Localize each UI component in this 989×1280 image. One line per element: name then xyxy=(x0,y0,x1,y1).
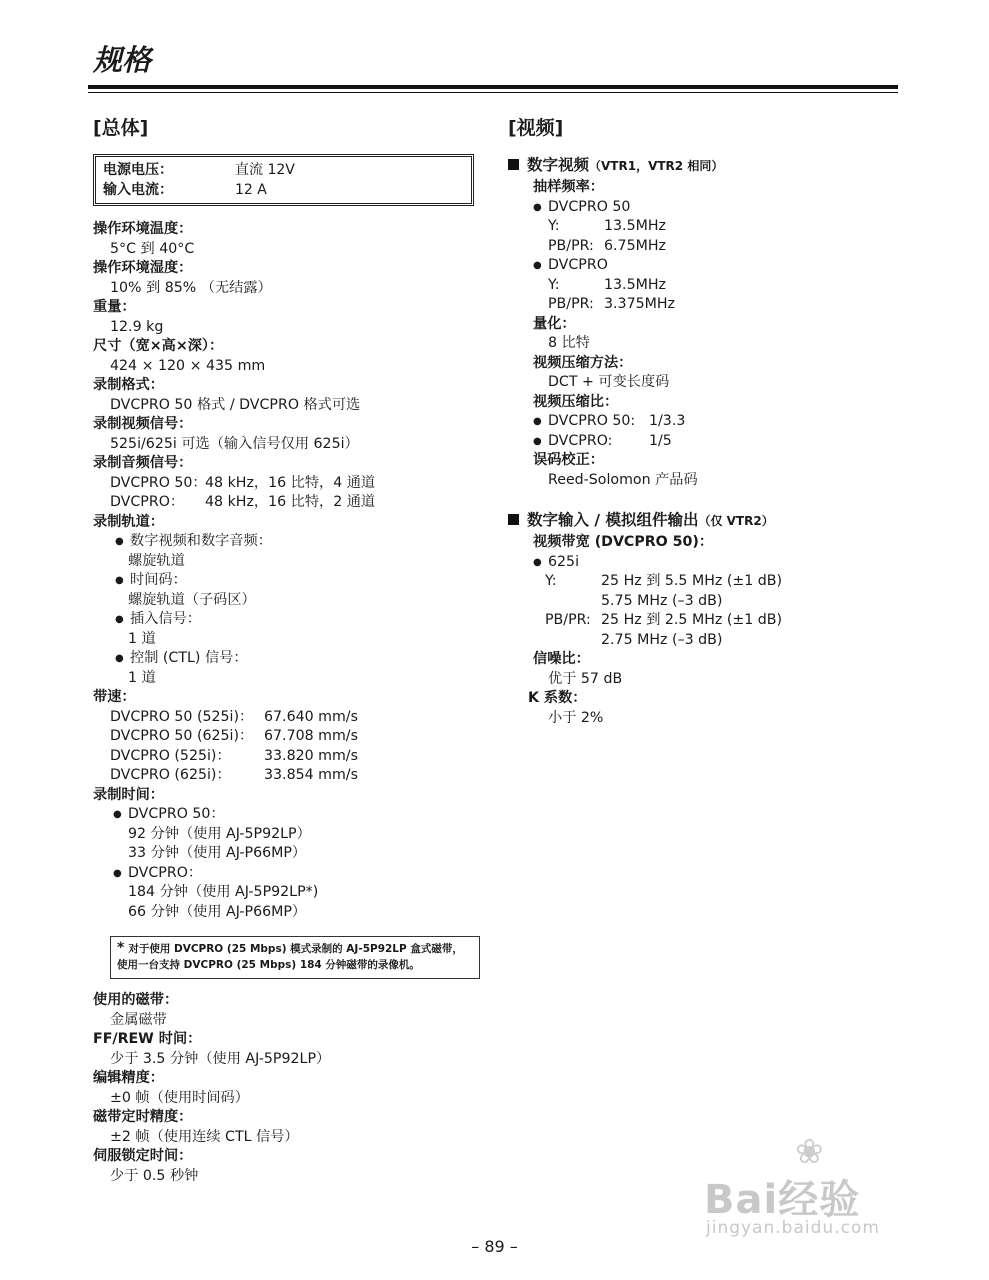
spec-label: 使用的磁带： xyxy=(93,992,179,1008)
tape-speed-format: DVCPRO 50 (525i)： xyxy=(110,708,254,725)
track-value: 1 道 xyxy=(128,669,156,686)
track-item xyxy=(93,532,488,552)
comp-method-label: 视频压缩方法： xyxy=(533,354,633,371)
spec-value: ±2 帧（使用连续 CTL 信号） xyxy=(110,1128,299,1145)
sampling-format xyxy=(508,198,903,218)
title-rule xyxy=(88,85,898,89)
rec-time-value: 92 分钟（使用 AJ-5P92LP） xyxy=(128,825,311,842)
bullet-icon: ● xyxy=(533,435,542,447)
spec-value: 金属磁带 xyxy=(110,1011,167,1028)
bandwidth-label: 视频带宽 (DVCPRO 50)： xyxy=(533,534,714,550)
tape-speed-value: 33.820 mm/s xyxy=(264,747,358,764)
general-specs-2 xyxy=(93,991,488,1186)
input-current-label: 输入电流： xyxy=(103,182,173,198)
snr-value: 优于 57 dB xyxy=(548,670,623,687)
sampling-key: Y: xyxy=(548,276,560,293)
sampling-row xyxy=(508,276,903,296)
spec-value: 少于 3.5 分钟（使用 AJ-5P92LP） xyxy=(110,1050,331,1067)
sampling-key: PB/PR: xyxy=(548,237,594,254)
comp-ratio-label: 视频压缩比： xyxy=(533,393,619,410)
tape-speed-row xyxy=(93,708,488,728)
bullet-icon: ● xyxy=(533,416,542,427)
spec-label: 磁带定时精度： xyxy=(93,1109,193,1125)
sampling-value: 3.375MHz xyxy=(604,296,675,312)
power-voltage-value: 直流 12V xyxy=(235,162,295,178)
audio-spec: 48 kHz，16 比特，2 通道 xyxy=(205,494,376,510)
rec-time-value: 184 分钟（使用 AJ-5P92LP*) xyxy=(128,884,319,900)
track-item xyxy=(93,649,488,669)
spec-label: 操作环境湿度： xyxy=(93,260,193,276)
tape-speed-format: DVCPRO 50 (625i)： xyxy=(110,728,254,744)
bullet-icon: ● xyxy=(113,809,122,820)
quant-label: 量化： xyxy=(533,315,576,332)
track-value: 螺旋轨道 xyxy=(128,552,185,569)
sampling-key: Y: xyxy=(548,218,560,234)
watermark-url: jingyan.baidu.com xyxy=(706,1218,880,1238)
k-factor-label: K 系数： xyxy=(528,690,587,706)
digital-video-title-note: （VTR1，VTR2 相同） xyxy=(589,159,724,173)
tape-speed-row xyxy=(93,727,488,747)
input-current-value: 12 A xyxy=(235,182,267,198)
bandwidth-value: 25 Hz 到 2.5 MHz (±1 dB) xyxy=(601,612,783,628)
bandwidth-format xyxy=(508,553,903,573)
sampling-format-name: DVCPRO xyxy=(548,257,608,273)
analog-output-specs xyxy=(508,533,903,728)
tape-speed-value: 67.640 mm/s xyxy=(264,708,358,725)
sampling-value: 6.75MHz xyxy=(604,237,666,254)
audio-row xyxy=(93,493,488,513)
bullet-icon: ● xyxy=(115,653,124,664)
bullet-icon: ● xyxy=(115,575,124,586)
comp-method-value: DCT + 可变长度码 xyxy=(548,374,670,390)
page-number: – 89 – xyxy=(471,1237,518,1256)
k-factor-value: 小于 2% xyxy=(548,709,604,726)
comp-ratio-value: 1/3.3 xyxy=(649,413,686,429)
spec-value: 424 × 120 × 435 mm xyxy=(110,357,266,374)
bandwidth-key: PB/PR: xyxy=(545,612,591,628)
tape-speed-format: DVCPRO (525i)： xyxy=(110,747,231,764)
tracks-label: 录制轨道： xyxy=(93,513,164,530)
general-column xyxy=(93,113,488,1186)
tape-speed-format: DVCPRO (625i)： xyxy=(110,767,231,783)
watermark xyxy=(700,1130,940,1250)
general-heading: [总体] xyxy=(93,117,149,139)
track-item xyxy=(93,610,488,630)
rec-time-format: DVCPRO： xyxy=(128,864,203,881)
digital-video-specs xyxy=(508,178,903,490)
audio-spec: 48 kHz，16 比特，4 通道 xyxy=(205,474,376,491)
digital-video-title xyxy=(508,153,903,178)
spec-value: DVCPRO 50 格式 / DVCPRO 格式可选 xyxy=(110,396,361,413)
spec-label: 编辑精度： xyxy=(93,1070,164,1086)
paw-icon: ❀ xyxy=(795,1132,824,1172)
audio-row xyxy=(93,474,488,494)
footnote-text: 对于使用 DVCPRO (25 Mbps) 模式录制的 AJ-5P92LP 盒式磁带，使用一台支持 DVCPRO (25 Mbps) 184 分钟磁带的录像机。 xyxy=(117,943,463,971)
comp-ratio-value: 1/5 xyxy=(649,432,672,449)
bullet-icon: ● xyxy=(533,556,542,568)
track-name: 插入信号： xyxy=(130,611,201,627)
general-specs xyxy=(93,220,488,922)
bullet-icon: ● xyxy=(533,260,542,271)
rec-time-item xyxy=(93,864,488,884)
comp-ratio-row xyxy=(508,432,903,452)
ecc-value: Reed-Solomon 产品码 xyxy=(548,471,698,488)
digital-video-title-text: 数字视频 xyxy=(527,156,590,174)
spec-label: 伺服锁定时间： xyxy=(93,1148,193,1164)
spec-value: 12.9 kg xyxy=(110,318,164,335)
bullet-icon: ● xyxy=(115,614,124,625)
bullet-icon: ● xyxy=(113,867,122,879)
input-current-row xyxy=(103,180,464,200)
quant-value: 8 比特 xyxy=(548,335,590,351)
bandwidth-key: Y: xyxy=(545,573,557,589)
bandwidth-row xyxy=(508,572,903,592)
tape-speed-row xyxy=(93,766,488,786)
spec-value: 少于 0.5 秒钟 xyxy=(110,1167,199,1184)
sampling-key: PB/PR: xyxy=(548,296,594,312)
sampling-row xyxy=(508,295,903,315)
video-column xyxy=(508,113,903,728)
track-name: 时间码： xyxy=(130,572,187,588)
spec-label: FF/REW 时间： xyxy=(93,1031,202,1047)
audio-format: DVCPRO 50： xyxy=(110,474,207,491)
spec-value: 10% 到 85% （无结露） xyxy=(110,279,272,296)
rec-time-value: 33 分钟（使用 AJ-P66MP） xyxy=(128,845,307,861)
track-name: 控制 (CTL) 信号： xyxy=(130,650,248,666)
track-name: 数字视频和数字音频： xyxy=(130,533,272,549)
tape-speed-value: 33.854 mm/s xyxy=(264,767,358,783)
audio-format: DVCPRO： xyxy=(110,494,185,510)
rec-time-item xyxy=(93,805,488,825)
bandwidth-value: 25 Hz 到 5.5 MHz (±1 dB) xyxy=(601,573,783,589)
analog-output-title xyxy=(508,508,903,533)
spec-value: ±0 帧（使用时间码） xyxy=(110,1089,249,1106)
page-title: 规格 xyxy=(93,43,152,77)
rec-time-value: 66 分钟（使用 AJ-P66MP） xyxy=(128,903,307,920)
track-item xyxy=(93,571,488,591)
spec-label: 录制格式： xyxy=(93,377,164,393)
tape-speed-row xyxy=(93,747,488,767)
spec-value: 5°C 到 40°C xyxy=(110,240,195,257)
sampling-label: 抽样频率： xyxy=(533,179,604,195)
rec-time-format: DVCPRO 50： xyxy=(128,806,225,822)
ecc-label: 误码校正： xyxy=(533,452,604,468)
rec-time-label: 录制时间： xyxy=(93,786,164,803)
sampling-row xyxy=(508,237,903,257)
spec-label: 操作环境温度： xyxy=(93,221,193,237)
track-value: 1 道 xyxy=(128,630,156,647)
comp-ratio-format: DVCPRO: xyxy=(548,432,613,449)
power-box xyxy=(93,154,474,206)
bullet-icon: ● xyxy=(115,536,124,547)
bandwidth-row xyxy=(508,611,903,631)
spec-label: 重量： xyxy=(93,299,136,315)
asterisk-icon: * xyxy=(117,940,125,956)
power-voltage-row xyxy=(103,160,464,180)
square-bullet-icon xyxy=(508,514,519,525)
title-rule-thin xyxy=(88,92,898,93)
footnote-box xyxy=(110,936,480,979)
bandwidth-format-name: 625i xyxy=(548,553,580,570)
sampling-value: 13.5MHz xyxy=(604,276,666,293)
snr-label: 信噪比： xyxy=(533,651,590,667)
sampling-format xyxy=(508,256,903,276)
bandwidth-value: 5.75 MHz (–3 dB) xyxy=(601,592,723,609)
sampling-row xyxy=(508,217,903,237)
comp-ratio-row xyxy=(508,412,903,432)
spec-value: 525i/625i 可选（输入信号仅用 625i） xyxy=(110,435,359,452)
track-value: 螺旋轨道（子码区） xyxy=(128,591,256,608)
spec-label: 录制视频信号： xyxy=(93,416,193,432)
square-bullet-icon xyxy=(508,159,519,170)
bullet-icon: ● xyxy=(533,201,542,213)
sampling-value: 13.5MHz xyxy=(604,218,666,234)
tape-speed-value: 67.708 mm/s xyxy=(264,728,358,744)
spec-label: 尺寸（宽×高×深）： xyxy=(93,338,224,354)
audio-label: 录制音频信号： xyxy=(93,455,193,471)
power-voltage-label: 电源电压： xyxy=(103,162,173,178)
analog-output-title-text: 数字输入 / 模拟组件输出 xyxy=(527,511,699,529)
watermark-brand: Bai经验 xyxy=(704,1177,861,1223)
tape-speed-label: 带速： xyxy=(93,689,136,705)
analog-output-title-note: （仅 VTR2） xyxy=(698,514,774,528)
video-heading: [视频] xyxy=(508,117,564,139)
bandwidth-value: 2.75 MHz (–3 dB) xyxy=(601,631,723,648)
comp-ratio-format: DVCPRO 50: xyxy=(548,413,636,429)
sampling-format-name: DVCPRO 50 xyxy=(548,198,631,215)
